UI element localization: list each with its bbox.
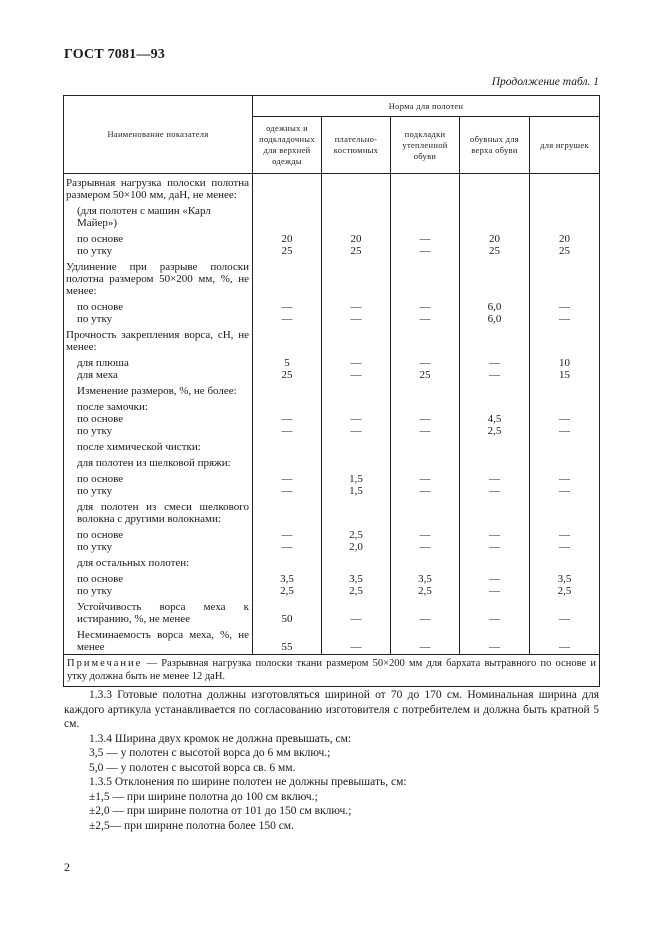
table-row	[64, 626, 600, 655]
value-cell: 20 25	[322, 230, 391, 258]
table-row	[64, 554, 600, 570]
table-row	[64, 498, 600, 526]
paragraph-line: 5,0 — у полотен с высотой ворса св. 6 мм.	[89, 761, 296, 774]
note-text: — Разрывная нагрузка полоски ткани размером 50×200 мм для бархата вытравного по основе и утку должна быть не менее 12 даН.	[67, 658, 596, 682]
col-header-norm: Норма для полотен	[253, 96, 600, 117]
row-label: для остальных полотен:	[64, 554, 253, 570]
value-cell: — —	[253, 398, 322, 438]
value-cell: —	[322, 598, 391, 626]
paragraph-line: ±2,0 — при ширине полотна от 101 до 150 см включ.;	[89, 805, 352, 817]
row-label: по основе по утку	[64, 526, 253, 554]
value-cell: 4,5 2,5	[460, 398, 530, 438]
value-cell: —	[391, 626, 460, 655]
value-cell: —	[460, 598, 530, 626]
value-cell: — —	[391, 398, 460, 438]
value-cell: — —	[460, 470, 530, 498]
table-row	[64, 258, 600, 298]
row-label: для плюша для меха	[64, 354, 253, 382]
value-cell: 1,5 1,5	[322, 470, 391, 498]
norms-table	[63, 95, 600, 687]
row-label: после химической чистки:	[64, 438, 253, 454]
row-label: Разрывная нагрузка полоски полотна размером 50×100 мм, даН, не менее:	[64, 174, 253, 203]
table-row	[64, 526, 600, 554]
value-cell: — —	[530, 470, 600, 498]
row-label: по основе по утку	[64, 570, 253, 598]
paragraph-1-3-4: 1.3.4 Ширина двух кромок не должна превышать, см:	[89, 732, 352, 745]
value-cell: — —	[253, 526, 322, 554]
value-cell: —	[391, 598, 460, 626]
table-note	[64, 655, 600, 687]
row-label: Несминаемость ворса меха, %, не менее	[64, 626, 253, 655]
value-cell: — —	[391, 470, 460, 498]
value-cell: 6,0 6,0	[460, 298, 530, 326]
body-text	[64, 688, 599, 833]
table-row	[64, 398, 600, 438]
value-cell: — —	[530, 526, 600, 554]
row-label: Изменение размеров, %, не более:	[64, 382, 253, 398]
value-cell: — 25	[391, 354, 460, 382]
table-row	[64, 570, 600, 598]
table-row	[64, 354, 600, 382]
row-label: Устойчивость ворса меха к истиранию, %, не менее	[64, 598, 253, 626]
paragraph-line: ±1,5 — при ширине полотна до 100 см включ.;	[89, 790, 318, 803]
value-cell: —	[530, 598, 600, 626]
value-cell: — —	[391, 298, 460, 326]
table-row	[64, 438, 600, 454]
row-label: по основе по утку	[64, 230, 253, 258]
col-header-shoe-upper: обувных для верха обуви	[460, 117, 530, 174]
value-cell: 3,5 2,5	[253, 570, 322, 598]
table-note-row	[64, 655, 600, 687]
value-cell: — —	[322, 398, 391, 438]
value-cell: 3,5 2,5	[322, 570, 391, 598]
note-label: Примечание	[67, 658, 143, 669]
value-cell: — —	[322, 354, 391, 382]
row-label: после замочки: по основе по утку	[64, 398, 253, 438]
table-row	[64, 454, 600, 470]
value-cell: 10 15	[530, 354, 600, 382]
row-label: по основе по утку	[64, 470, 253, 498]
col-header-shoe-lining: подкладки утепленной обуви	[391, 117, 460, 174]
table-row	[64, 598, 600, 626]
col-header-name: Наименование показателя	[64, 96, 253, 174]
table-row	[64, 382, 600, 398]
value-cell: — —	[253, 298, 322, 326]
value-cell: — —	[322, 298, 391, 326]
table-row	[64, 230, 600, 258]
table-row	[64, 202, 600, 230]
header-row	[64, 96, 600, 117]
col-header-outerwear: одежных и подкладочных для верхней одежды	[253, 117, 322, 174]
value-cell: 3,5 2,5	[391, 570, 460, 598]
value-cell: 2,5 2,0	[322, 526, 391, 554]
value-cell: 20 25	[530, 230, 600, 258]
col-header-dress: плательно-костюмных	[322, 117, 391, 174]
document-code: ГОСТ 7081—93	[64, 47, 165, 62]
table-row	[64, 298, 600, 326]
paragraph-line: 3,5 — у полотен с высотой ворса до 6 мм включ.;	[89, 747, 331, 759]
value-cell: — —	[530, 298, 600, 326]
value-cell: 20 25	[460, 230, 530, 258]
value-cell: 55	[253, 626, 322, 655]
row-label: (для полотен с машин «Карл Майер»)	[64, 202, 253, 230]
row-label: для полотен из смеси шелкового волокна с другими волокнами:	[64, 498, 253, 526]
value-cell: 5 25	[253, 354, 322, 382]
paragraph-1-3-5: 1.3.5 Отклонения по ширине полотен не должны превышать, см:	[89, 776, 407, 788]
value-cell: 3,5 2,5	[530, 570, 600, 598]
row-label: Удлинение при разрыве полоски полотна размером 50×200 мм, %, не менее:	[64, 258, 253, 298]
row-label: по основе по утку	[64, 298, 253, 326]
paragraph-1-3-3: 1.3.3 Готовые полотна должны изготовляться шириной от 70 до 170 см. Номинальная ширина для каждого артикула устанавливается по согласованию изготовителя с потребителем и должна быть кратной 5 см.	[64, 689, 599, 730]
value-cell: — —	[530, 398, 600, 438]
table-continued-label: Продолжение табл. 1	[491, 76, 599, 88]
paragraph-line: ±2,5— при ширине полотна более 150 см.	[89, 819, 294, 832]
row-label: Прочность закрепления ворса, сН, не менее:	[64, 326, 253, 354]
norms-table-wrapper	[63, 95, 599, 687]
value-cell: —	[322, 626, 391, 655]
value-cell: — —	[460, 526, 530, 554]
value-cell: —	[460, 626, 530, 655]
col-header-toys: для игрушек	[530, 117, 600, 174]
value-cell: 20 25	[253, 230, 322, 258]
value-cell: 50	[253, 598, 322, 626]
value-cell: — —	[391, 230, 460, 258]
value-cell: — —	[391, 526, 460, 554]
table-row	[64, 174, 600, 203]
table-row	[64, 470, 600, 498]
page-number: 2	[64, 860, 70, 874]
value-cell: —	[530, 626, 600, 655]
value-cell: — —	[460, 570, 530, 598]
row-label: для полотен из шелковой пряжи:	[64, 454, 253, 470]
value-cell: — —	[253, 470, 322, 498]
value-cell: — —	[460, 354, 530, 382]
table-row	[64, 326, 600, 354]
